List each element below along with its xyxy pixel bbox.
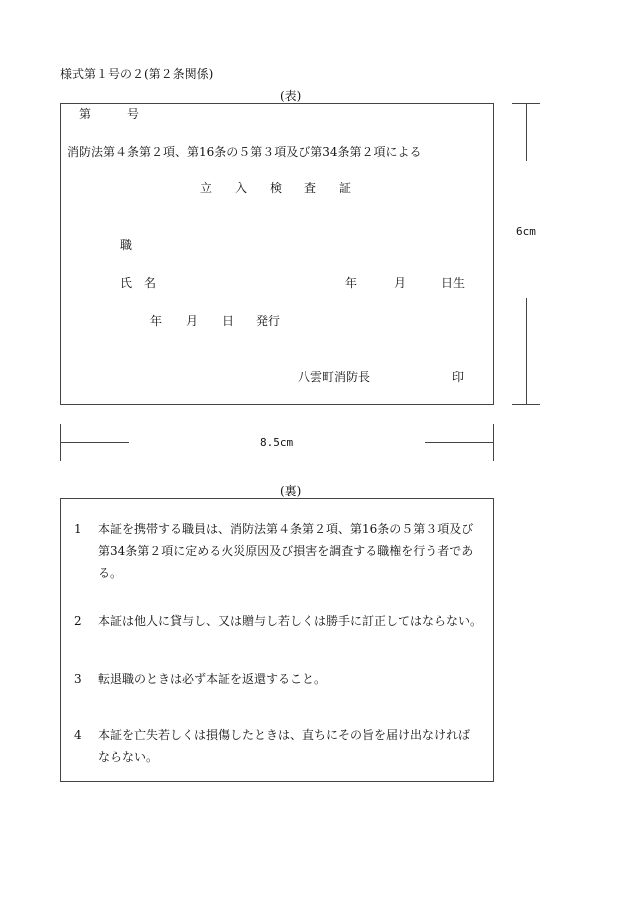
width-dimension-line-right bbox=[425, 442, 494, 443]
front-card bbox=[60, 103, 494, 405]
name-label: 氏 bbox=[120, 276, 133, 290]
height-dimension-label: 6cm bbox=[516, 225, 536, 238]
issue-day-label: 日 bbox=[222, 314, 235, 328]
seal-mark: 印 bbox=[452, 370, 465, 384]
width-dimension-label: 8.5cm bbox=[260, 436, 294, 449]
card-title-char: 入 bbox=[235, 181, 248, 195]
height-dimension-line-top bbox=[526, 103, 527, 161]
issuer-name: 八雲町消防長 bbox=[298, 370, 371, 384]
card-title-char: 証 bbox=[339, 181, 352, 195]
card-title-char: 査 bbox=[304, 181, 317, 195]
authority-text: 消防法第４条第２項、第16条の５第３項及び第34条第２項による bbox=[67, 145, 422, 159]
height-dimension-tick-bottom bbox=[512, 404, 540, 405]
birth-year-label: 年 bbox=[345, 276, 358, 290]
issue-year-label: 年 bbox=[150, 314, 163, 328]
back-item bbox=[74, 518, 474, 584]
front-heading: (表) bbox=[280, 89, 302, 103]
back-heading: (裏) bbox=[280, 484, 302, 498]
back-item-text: 本証を亡失若しくは損傷したときは、直ちにその旨を届け出なければならない。 bbox=[98, 728, 471, 764]
back-item bbox=[74, 668, 474, 690]
back-item-number: 3 bbox=[74, 672, 82, 686]
card-title-char: 立 bbox=[200, 181, 213, 195]
back-item-text: 転退職のときは必ず本証を返還すること。 bbox=[98, 672, 327, 686]
name-label: 名 bbox=[144, 276, 157, 290]
width-dimension-tick-right bbox=[493, 424, 494, 461]
height-dimension-line-bottom bbox=[526, 298, 527, 404]
back-item-number: 4 bbox=[74, 728, 82, 742]
issue-month-label: 月 bbox=[186, 314, 199, 328]
issue-label: 発行 bbox=[256, 314, 281, 328]
number-label-right: 号 bbox=[127, 107, 140, 121]
back-item-number: 1 bbox=[74, 522, 82, 536]
job-label: 職 bbox=[120, 238, 133, 252]
back-item-number: 2 bbox=[74, 614, 82, 628]
back-item-text: 本証は他人に貸与し、又は贈与し若しくは勝手に訂正してはならない。 bbox=[98, 614, 483, 628]
form-label: 様式第１号の２(第２条関係) bbox=[60, 67, 214, 81]
back-item-text: 本証を携帯する職員は、消防法第４条第２項、第16条の５第３項及び第34条第２項に定める火災原因及び損害を調査する職権を行う者である。 bbox=[98, 522, 474, 580]
width-dimension-line-left bbox=[60, 442, 129, 443]
back-item bbox=[74, 724, 474, 768]
birth-day-label: 日生 bbox=[441, 276, 466, 290]
birth-month-label: 月 bbox=[394, 276, 407, 290]
number-label-left: 第 bbox=[79, 107, 92, 121]
card-title-char: 検 bbox=[270, 181, 283, 195]
back-item bbox=[74, 610, 483, 632]
